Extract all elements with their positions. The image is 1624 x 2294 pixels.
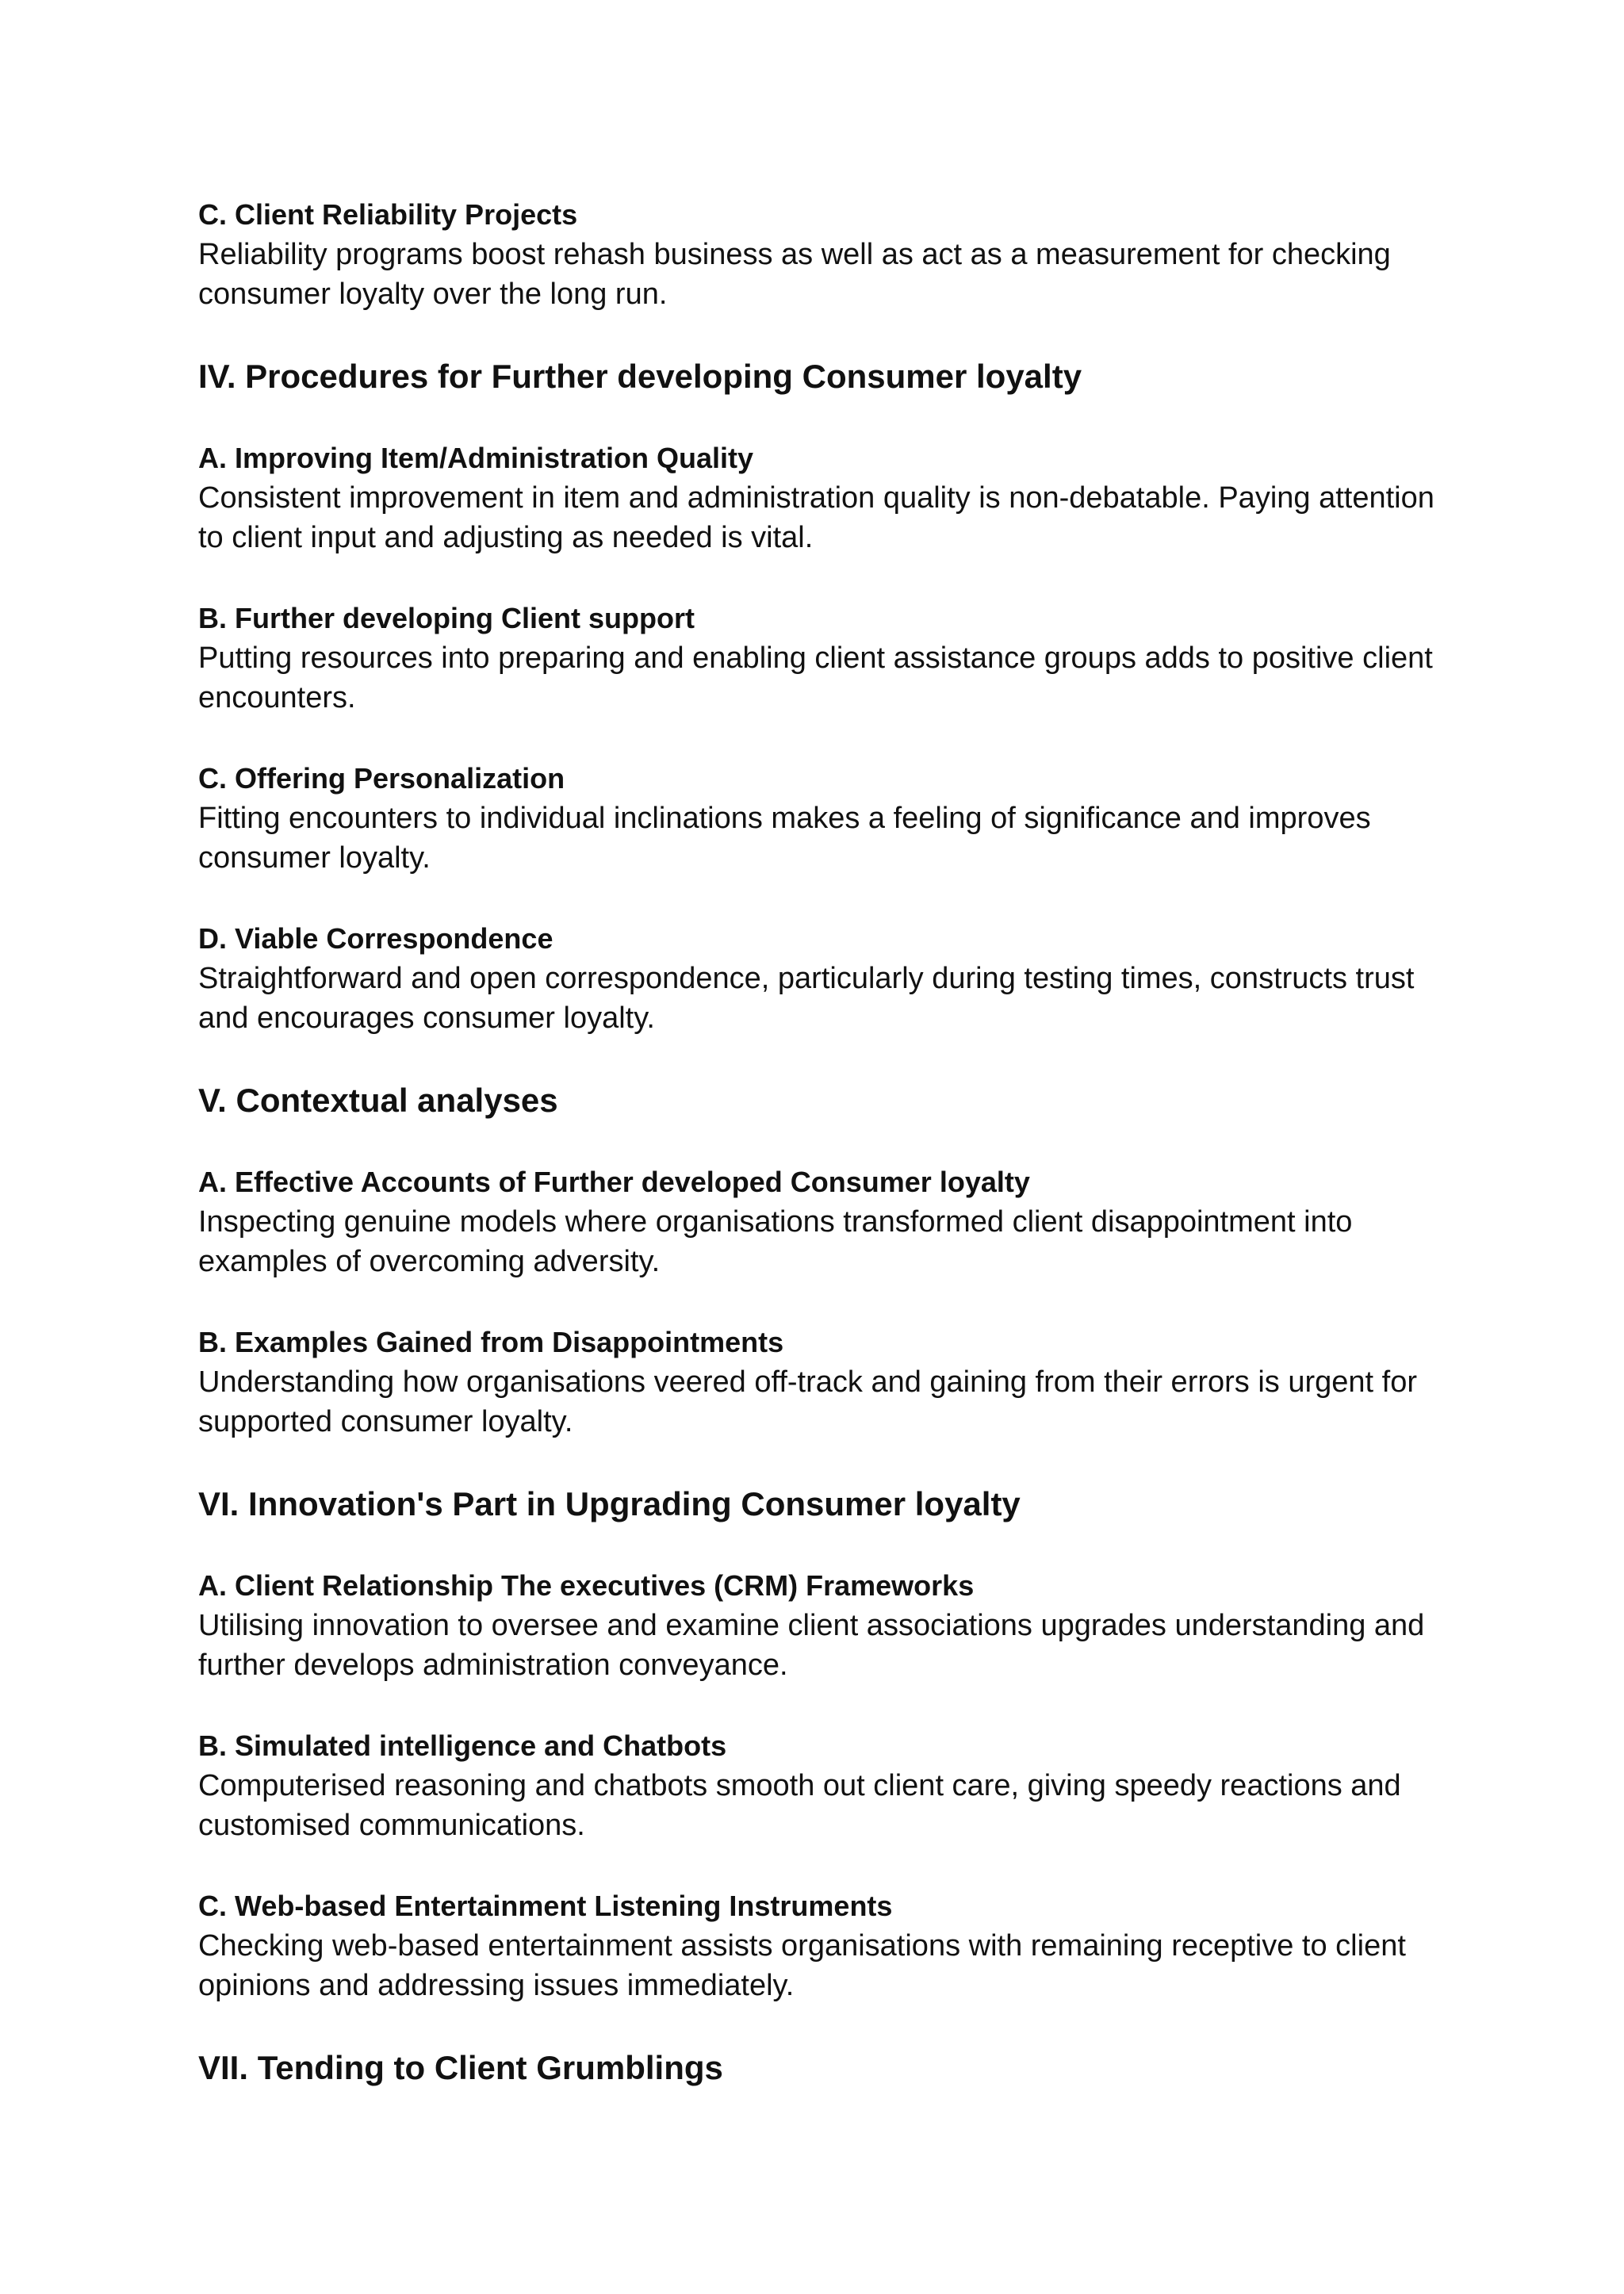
paragraph-viable-correspondence: Straightforward and open correspondence, particularly during testing times, constructs trust and encourages consumer loyalty. bbox=[198, 962, 1415, 1035]
paragraph-effective-accounts: Inspecting genuine models where organisations transformed client disappointment into examples of overcoming adversity. bbox=[198, 1205, 1353, 1278]
paragraph-crm-frameworks: Utilising innovation to oversee and examine client associations upgrades understanding and further develops administration conveyance. bbox=[198, 1609, 1425, 1682]
subheading-client-support: B. Further developing Client support bbox=[198, 602, 695, 634]
subheading-crm-frameworks: A. Client Relationship The executives (CRM) Frameworks bbox=[198, 1569, 975, 1602]
paragraph-personalization: Fitting encounters to individual inclinations makes a feeling of significance and improves consumer loyalty. bbox=[198, 802, 1371, 875]
heading-section-iv: IV. Procedures for Further developing Consumer loyalty bbox=[198, 358, 1082, 395]
subheading-personalization: C. Offering Personalization bbox=[198, 762, 565, 795]
paragraph-ai-chatbots: Computerised reasoning and chatbots smooth out client care, giving speedy reactions and customised communications. bbox=[198, 1769, 1401, 1842]
paragraph-listening-instruments: Checking web-based entertainment assists organisations with remaining receptive to client opinions and addressing issues immediately. bbox=[198, 1929, 1406, 2002]
heading-section-v: V. Contextual analyses bbox=[198, 1082, 558, 1119]
heading-section-vi: VI. Innovation's Part in Upgrading Consumer loyalty bbox=[198, 1485, 1021, 1522]
subheading-viable-correspondence: D. Viable Correspondence bbox=[198, 922, 553, 955]
subheading-improving-quality: A. Improving Item/Administration Quality bbox=[198, 442, 754, 474]
heading-section-vii: VII. Tending to Client Grumblings bbox=[198, 2049, 723, 2086]
paragraph-reliability-programs: Reliability programs boost rehash business as well as act as a measurement for checking consumer loyalty over the long run. bbox=[198, 238, 1391, 311]
subheading-client-reliability-projects: C. Client Reliability Projects bbox=[198, 198, 578, 231]
subheading-examples-disappointments: B. Examples Gained from Disappointments bbox=[198, 1326, 784, 1358]
paragraph-improving-quality: Consistent improvement in item and administration quality is non-debatable. Paying attention to client input and adjusting as needed is vital. bbox=[198, 481, 1434, 554]
subheading-listening-instruments: C. Web-based Entertainment Listening Instruments bbox=[198, 1890, 893, 1922]
subheading-effective-accounts: A. Effective Accounts of Further developed Consumer loyalty bbox=[198, 1166, 1030, 1198]
paragraph-client-support: Putting resources into preparing and enabling client assistance groups adds to positive client encounters. bbox=[198, 641, 1433, 714]
paragraph-examples-disappointments: Understanding how organisations veered off-track and gaining from their errors is urgent for supported consumer loyalty. bbox=[198, 1365, 1417, 1438]
subheading-ai-chatbots: B. Simulated intelligence and Chatbots bbox=[198, 1729, 727, 1762]
